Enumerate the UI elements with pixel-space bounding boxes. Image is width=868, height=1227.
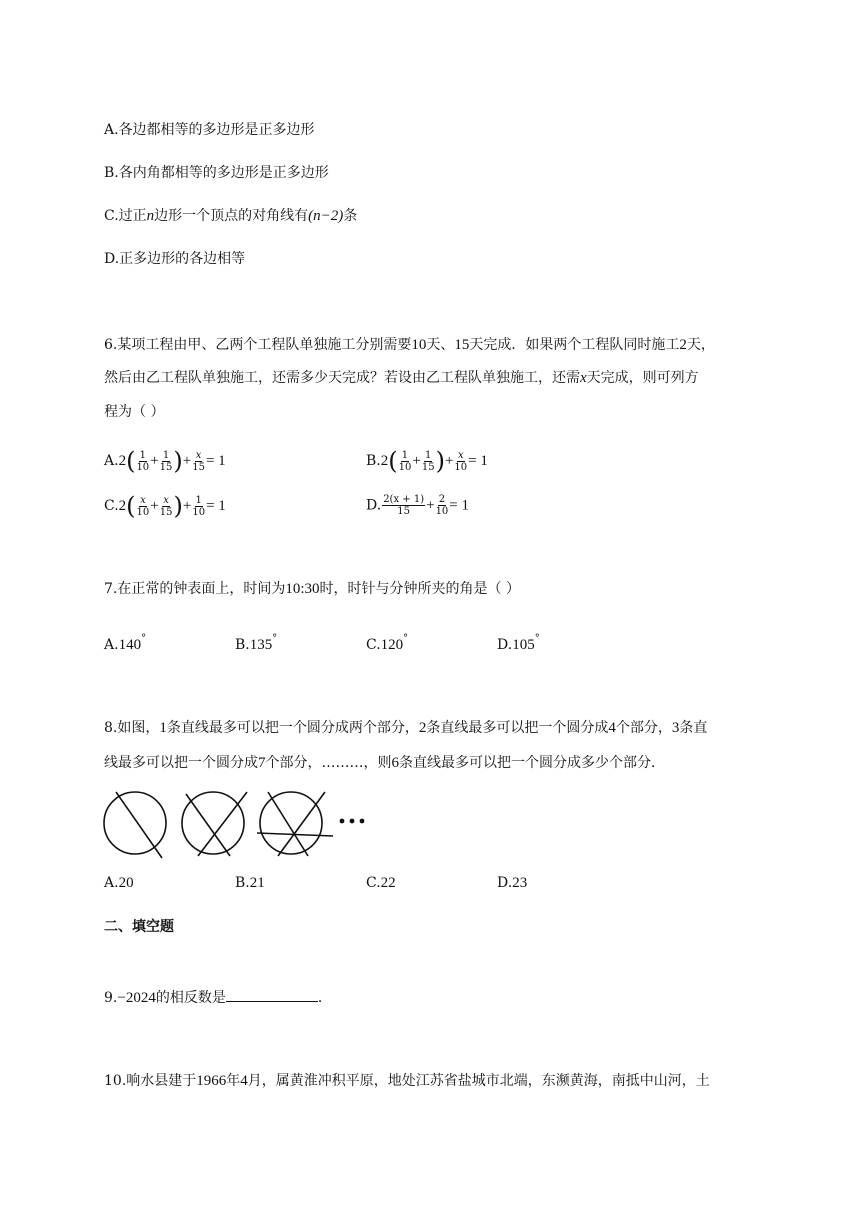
q6-option-c: C.2( $\frac{x}{10}$ + $\frac{x}{15}$ )+ $\frac{1}{10}$ = 1 <box>104 492 226 520</box>
q6-stem-line1 <box>104 335 715 355</box>
q6-number: 15 <box>454 337 470 353</box>
q8-stem-line2: 线最多可以把一个圆分成7个部分，………，则6条直线最多可以把一个圆分成多少个部分． <box>104 755 665 771</box>
fraction: $\frac{2}{10}$ <box>435 494 449 517</box>
option-label: A. <box>104 453 119 469</box>
q7-option-b: B.135° <box>235 633 278 653</box>
q6-text: 天完成，则可列方 <box>586 370 699 386</box>
q5-option-c <box>104 206 357 226</box>
q7-text: 7.在正常的钟表面上，时间为 <box>104 581 286 597</box>
q5-option-b: B.各内角都相等的多边形是正多边形 <box>104 165 329 181</box>
q6-text: 天、 <box>426 337 455 353</box>
fraction: $\frac{x}{10}$ <box>136 494 150 518</box>
circle-two-lines <box>182 792 247 856</box>
fraction: $\frac{1}{10}$ <box>192 494 206 518</box>
fraction: $\frac{1}{15}$ <box>421 449 435 473</box>
q7-option-d: D.105° <box>497 633 540 653</box>
q7-option-a: A.140° <box>104 633 147 653</box>
option-label: C. <box>104 498 119 514</box>
q8-option-b: B.21 <box>235 875 265 891</box>
q6-option-d: D. $\frac{2(x + 1)}{15}$ + $\frac{2}{10}$ = 1 <box>366 494 470 517</box>
q5-option-c-post: 条 <box>343 208 358 224</box>
q8-option-c: C.22 <box>366 875 396 891</box>
q6-text: 6.某项工程由甲、乙两个工程队单独施工分别需要 <box>104 337 412 353</box>
circles-lines-figure <box>100 786 380 862</box>
q5-option-c-expr: (n−2) <box>308 208 344 224</box>
option-label: D. <box>366 497 382 514</box>
q10-stem: 10.响水县建于1966年4月，属黄淮冲积平原，地处江苏省盐城市北端，东濒黄海，南抵中山河，土 <box>104 1073 710 1089</box>
answer-blank[interactable] <box>226 987 318 1002</box>
fraction: $\frac{1}{15}$ <box>159 449 173 473</box>
q7-time: 10:30 <box>285 581 320 597</box>
q6-stem-line2 <box>104 368 699 388</box>
coefficient: 2 <box>380 453 389 469</box>
q7-option-c: C.120° <box>366 633 409 653</box>
q5-option-c-n: n <box>146 208 155 224</box>
q6-number: 2 <box>679 337 687 353</box>
q7-stem <box>104 579 520 599</box>
section-heading-fill-in-blank: 二、填空题 <box>104 919 174 935</box>
q6-variable: x <box>580 370 587 386</box>
q8-stem-line1: 8.如图，1条直线最多可以把一个圆分成两个部分，2条直线最多可以把一个圆分成4个部分，3条直 <box>104 720 708 736</box>
fraction: $\frac{x}{10}$ <box>454 449 468 473</box>
q5-option-a: A.各边都相等的多边形是正多边形 <box>104 122 315 138</box>
fraction: $\frac{x}{15}$ <box>192 449 205 473</box>
q5-option-c-mid: 边形一个顶点的对角线有 <box>154 208 309 224</box>
ellipsis-dots <box>340 819 365 824</box>
circle-one-line <box>104 792 166 858</box>
option-label: B. <box>366 453 381 469</box>
q6-text: 然后由乙工程队单独施工，还需多少天完成？若设由乙工程队单独施工，还需 <box>104 370 580 386</box>
q5-option-d: D.正多边形的各边相等 <box>104 251 246 267</box>
fraction: $\frac{2(x + 1)}{15}$ <box>383 494 425 517</box>
coefficient: 2 <box>118 498 127 514</box>
q8-option-a: A.20 <box>104 875 134 891</box>
coefficient: 2 <box>118 453 127 469</box>
q6-text: 天， <box>686 337 715 353</box>
fraction: $\frac{x}{15}$ <box>159 494 173 518</box>
q6-option-a: A.2( $\frac{1}{10}$ + $\frac{1}{15}$ )+ $\frac{x}{15}$ = 1 <box>104 447 226 475</box>
q6-number: 10 <box>411 337 427 353</box>
q9-stem: 9.−2024的相反数是 ． <box>104 987 332 1008</box>
q8-option-d: D.23 <box>497 875 528 891</box>
fraction: $\frac{1}{10}$ <box>398 449 412 473</box>
q6-stem-line3: 程为（ ） <box>104 404 165 420</box>
q7-text: 时，时针与分钟所夹的角是（ ） <box>319 581 520 597</box>
q6-text: 天完成．如果两个工程队同时施工 <box>469 337 680 353</box>
q6-option-b: B.2( $\frac{1}{10}$ + $\frac{1}{15}$ )+ $\frac{x}{10}$ = 1 <box>366 447 488 475</box>
circle-three-lines <box>257 792 333 856</box>
q9-number: −2024 <box>117 990 156 1006</box>
q5-option-c-pre: C.过正 <box>104 208 147 224</box>
fraction: $\frac{1}{10}$ <box>136 449 150 473</box>
